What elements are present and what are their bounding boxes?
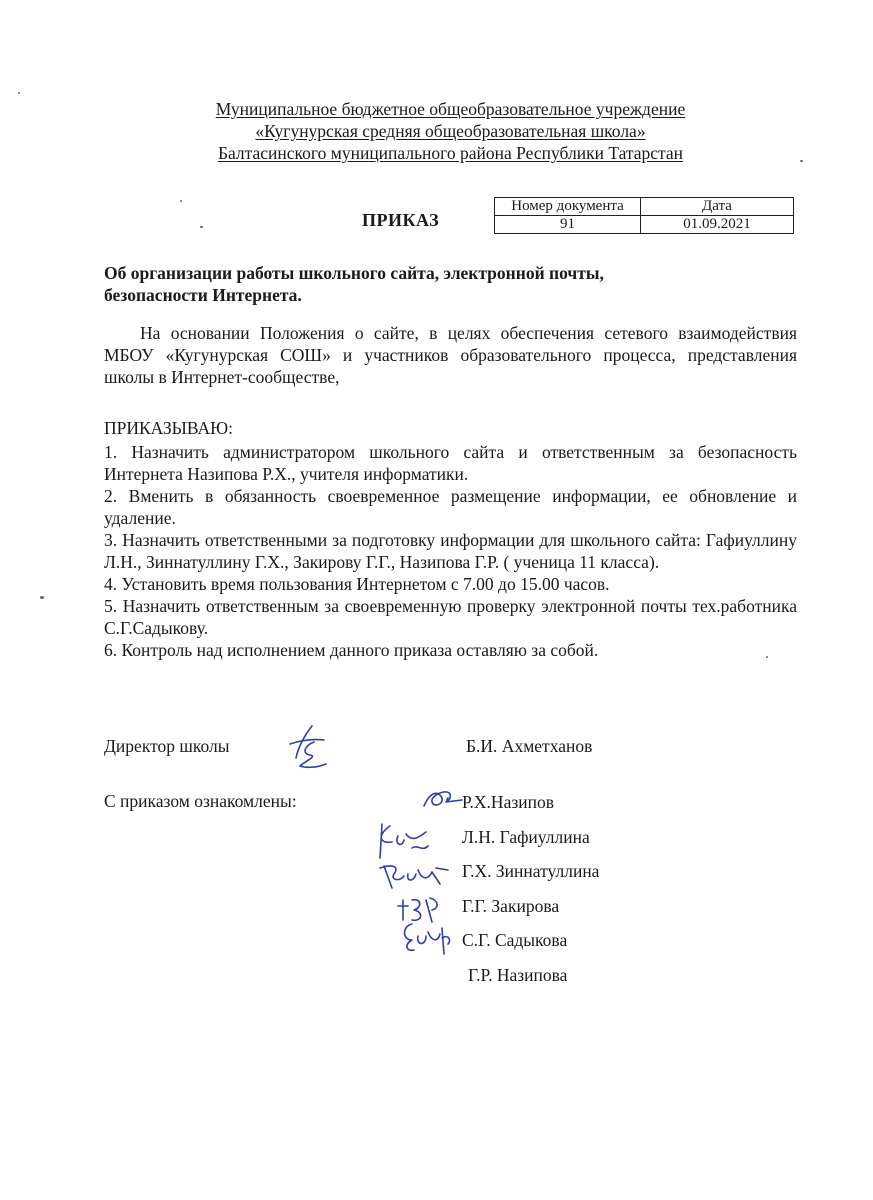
document-date: 01.09.2021 (641, 216, 794, 234)
order-title-line-2: безопасности Интернета. (104, 285, 302, 305)
director-name: Б.И. Ахметханов (466, 736, 593, 756)
document-number-table (494, 197, 794, 234)
scan-speck (200, 226, 203, 228)
scan-speck (40, 596, 44, 599)
signature-5 (398, 918, 456, 958)
signature-3 (378, 858, 452, 894)
institution-header (104, 98, 797, 164)
order-title-line-1: Об организации работы школьного сайта, электронной почты, (104, 263, 604, 283)
director-signature (284, 722, 334, 772)
order-item: 4. Установить время пользования Интернетом с 7.00 до 15.00 часов. (104, 574, 610, 594)
document-number: 91 (495, 216, 641, 234)
preamble: На основании Положения о сайте, в целях обеспечения сетевого взаимодействия МБОУ «Кугунурская СОШ» и участников образовательного процесса, представления школы в Интернет-сообществе, (104, 323, 797, 387)
acknowledged-name: Г.Р. Назипова (468, 965, 568, 985)
order-heading: ПРИКАЗЫВАЮ: (104, 418, 233, 438)
order-item: 6. Контроль над исполнением данного приказа оставляю за собой. (104, 640, 599, 660)
order-item: 3. Назначить ответственными за подготовку информации для школьного сайта: Гафиуллину Л.Н., Зиннатуллину Г.Х., Закирову Г.Г., Назипова Г.Р. ( ученица 11 класса). (104, 530, 797, 572)
scan-speck (18, 92, 20, 94)
scan-speck (180, 200, 182, 202)
header-line-1: Муниципальное бюджетное общеобразовательное учреждение (215, 99, 686, 119)
date-label: Дата (641, 198, 794, 216)
acknowledged-name: Р.Х.Назипов (462, 792, 554, 812)
acknowledged-name: Г.Г. Закирова (462, 896, 560, 916)
order-item: 1. Назначить администратором школьного сайта и ответственным за безопасность Интернета Назипова Р.Х., учителя информатики. (104, 442, 797, 484)
order-item: 2. Вменить в обязанность своевременное размещение информации, ее обновление и удаление. (104, 486, 797, 528)
signature-1 (420, 786, 464, 812)
acknowledged-name: Г.Х. Зиннатуллина (462, 861, 600, 881)
director-label: Директор школы (104, 736, 230, 756)
number-label: Номер документа (495, 198, 641, 216)
scan-speck (800, 160, 803, 162)
acknowledged-name: С.Г. Садыкова (462, 930, 568, 950)
acknowledged-name: Л.Н. Гафиуллина (462, 827, 590, 847)
header-line-3: Балтасинского муниципального района Республики Татарстан (217, 143, 684, 163)
order-items (104, 441, 797, 661)
order-title (104, 262, 724, 306)
scan-speck (766, 656, 768, 658)
acknowledged-label: С приказом ознакомлены: (104, 791, 297, 811)
header-line-2: «Кугунурская средняя общеобразовательная школа» (255, 121, 646, 141)
document-type: ПРИКАЗ (362, 210, 440, 230)
order-item: 5. Назначить ответственным за своевременную проверку электронной почты тех.работника С.Г.Садыкову. (104, 596, 797, 638)
